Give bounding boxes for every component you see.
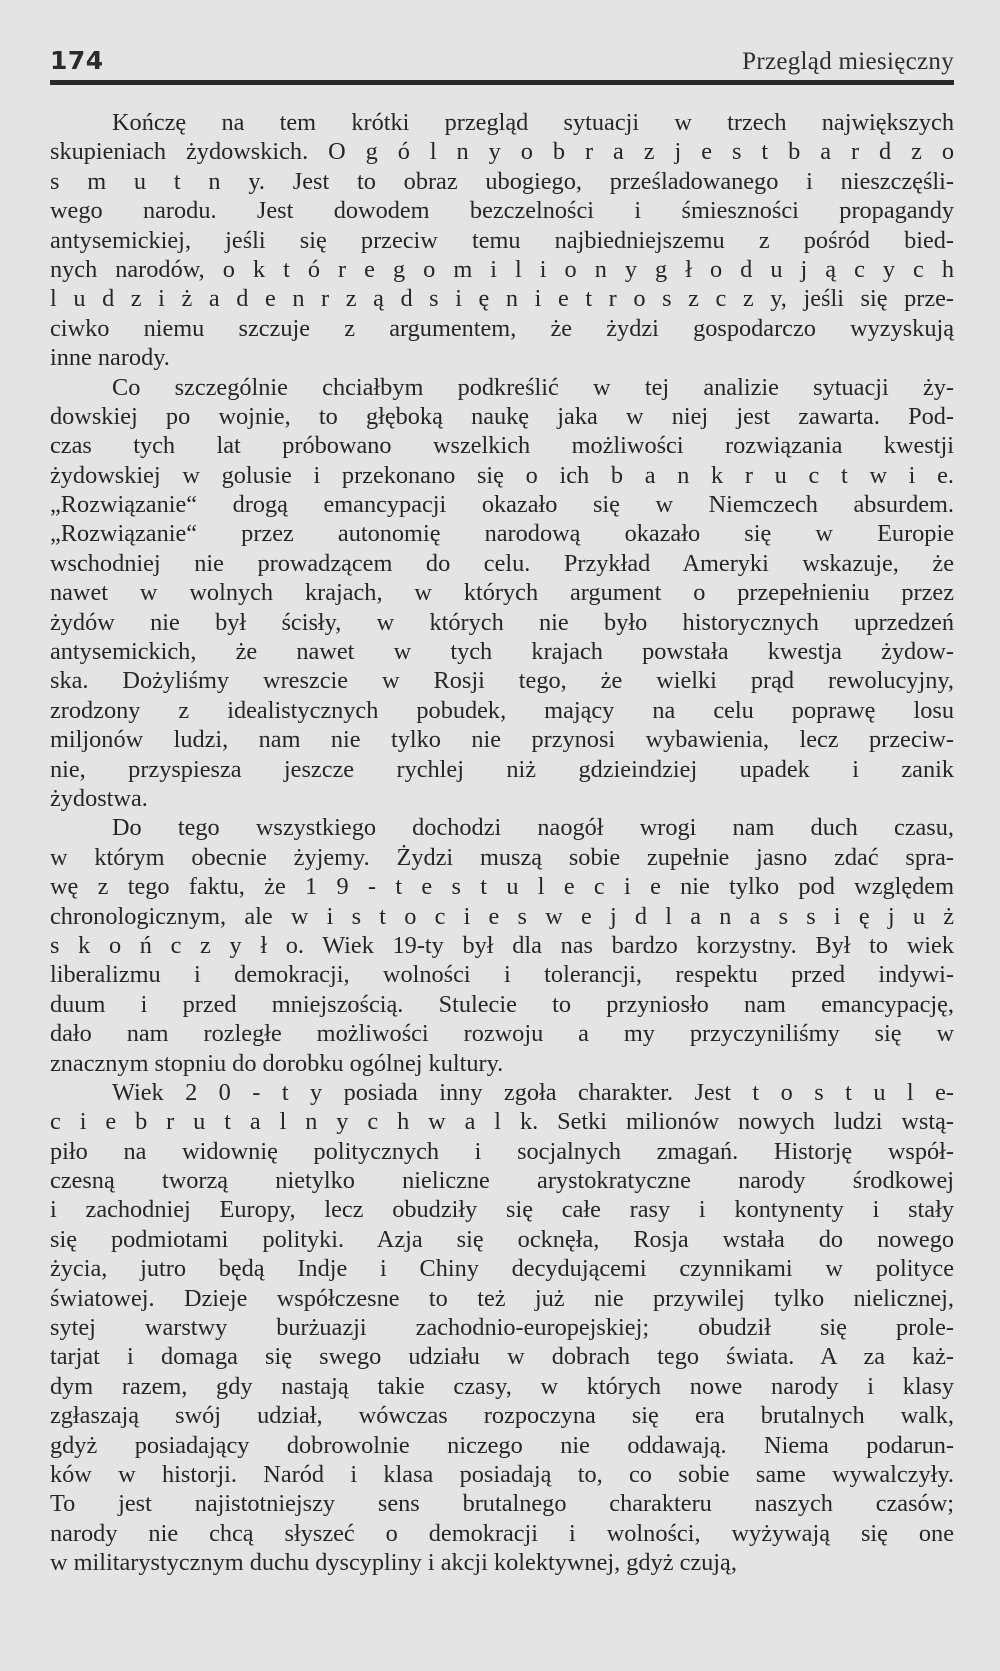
text-line: życia, jutro będą Indje i Chiny decydującemi czynnikami w polityce bbox=[50, 1255, 954, 1283]
text-line: s k o ń c z y ł o. Wiek 19-ty był dla nas bardzo korzystny. Był to wiek bbox=[50, 931, 954, 959]
text-line: s m u t n y. Jest to obraz ubogiego, prześladowanego i nieszczęśli- bbox=[50, 167, 954, 195]
page-header bbox=[50, 44, 954, 84]
text-line: skupieniach żydowskich. O g ó l n y o b r a z j e s t b a r d z o bbox=[50, 138, 954, 166]
paragraph bbox=[50, 373, 954, 814]
text-line: liberalizmu i demokracji, wolności i tolerancji, respektu przed indywi- bbox=[50, 961, 954, 989]
text-line: sytej warstwy burżuazji zachodnio-europejskiej; obudził się prole- bbox=[50, 1314, 954, 1342]
text-line: żydów nie był ścisły, w których nie było historycznych uprzedzeń bbox=[50, 608, 954, 636]
paragraph bbox=[50, 813, 954, 1078]
text-line: ków w historji. Naród i klasa posiadają to, co sobie same wywalczyły. bbox=[50, 1460, 954, 1488]
text-line: i zachodniej Europy, lecz obudziły się całe rasy i kontynenty i stały bbox=[50, 1196, 954, 1224]
text-line: antysemickich, że nawet w tych krajach powstała kwestja żydow- bbox=[50, 638, 954, 666]
text-line: „Rozwiązanie“ przez autonomię narodową okazało się w Europie bbox=[50, 520, 954, 548]
text-line: c i e b r u t a l n y c h w a l k. Setki milionów nowych ludzi wstą- bbox=[50, 1108, 954, 1136]
text-line: inne narody. bbox=[50, 344, 170, 372]
text-line: nie, przyspiesza jeszcze rychlej niż gdzieindziej upadek i zanik bbox=[50, 755, 954, 783]
text-line: piło na widownię politycznych i socjalnych zmagań. Historję współ- bbox=[50, 1137, 954, 1165]
text-line: wego narodu. Jest dowodem bezczelności i śmieszności propagandy bbox=[50, 197, 954, 225]
text-line: Wiek 2 0 - t y posiada inny zgoła charakter. Jest t o s t u l e- bbox=[112, 1078, 954, 1106]
text-line: antysemickiej, jeśli się przeciw temu najbiedniejszemu z pośród bied- bbox=[50, 226, 954, 254]
text-line: Kończę na tem krótki przegląd sytuacji w trzech największych bbox=[112, 109, 954, 136]
text-line: dowskiej po wojnie, to głęboką naukę jaka w niej jest zawarta. Pod- bbox=[50, 402, 954, 430]
text-line: żydowskiej w golusie i przekonano się o ich b a n k r u c t w i e. bbox=[50, 461, 954, 489]
text-line: ska. Dożyliśmy wreszcie w Rosji tego, że wielki prąd rewolucyjny, bbox=[50, 667, 954, 695]
text-line: zrodzony z idealistycznych pobudek, mający na celu poprawę losu bbox=[50, 696, 954, 724]
text-line: się podmiotami polityki. Azja się ocknęła, Rosja wstała do nowego bbox=[50, 1225, 954, 1253]
text-line: czesną tworzą nietylko nieliczne arystokratyczne narody środkowej bbox=[50, 1167, 954, 1195]
article-body bbox=[50, 108, 954, 1578]
text-line: dało nam rozległe możliwości rozwoju a my przyczyniliśmy się w bbox=[50, 1020, 954, 1048]
text-line: zgłaszają swój udział, wówczas rozpoczyna się era brutalnych walk, bbox=[50, 1402, 954, 1430]
text-line: wę z tego faktu, że 1 9 - t e s t u l e c i e nie tylko pod względem bbox=[50, 873, 954, 901]
text-line: w militarystycznym duchu dyscypliny i akcji kolektywnej, gdyż czują, bbox=[50, 1549, 737, 1577]
text-line: żydostwa. bbox=[50, 784, 148, 812]
text-line: nawet w wolnych krajach, w których argument o przepełnieniu przez bbox=[50, 579, 954, 607]
text-line: światowej. Dzieje współczesne to też już nie przywilej tylko nielicznej, bbox=[50, 1284, 954, 1312]
text-line: dym razem, gdy nastają takie czasy, w których nowe narody i klasy bbox=[50, 1372, 954, 1400]
text-line: wschodniej nie prowadzącem do celu. Przykład Ameryki wskazuje, że bbox=[50, 549, 954, 577]
text-line: narody nie chcą słyszeć o demokracji i wolności, wyżywają się one bbox=[50, 1519, 954, 1547]
text-line: czas tych lat próbowano wszelkich możliwości rozwiązania kwestji bbox=[50, 432, 954, 460]
text-line: nych narodów, o k t ó r e g o m i l i o n y g ł o d u j ą c y c h bbox=[50, 255, 954, 283]
text-line: gdyż posiadający dobrowolnie niczego nie oddawają. Niema podarun- bbox=[50, 1431, 954, 1459]
running-title: Przegląd miesięczny bbox=[742, 48, 954, 75]
text-line: Co szczególnie chciałbym podkreślić w tej analizie sytuacji ży- bbox=[112, 373, 954, 401]
text-line: miljonów ludzi, nam nie tylko nie przynosi wybawienia, lecz przeciw- bbox=[50, 726, 954, 754]
text-line: znacznym stopniu do dorobku ogólnej kultury. bbox=[50, 1049, 504, 1077]
text-line: tarjat i domaga się swego udziału w dobrach tego świata. A za każ- bbox=[50, 1343, 954, 1371]
paragraph bbox=[50, 1078, 954, 1578]
page-number: 174 bbox=[50, 46, 104, 75]
text-line: „Rozwiązanie“ drogą emancypacji okazało się w Niemczech absurdem. bbox=[50, 491, 954, 519]
text-line: l u d z i ż a d e n r z ą d s i ę n i e t r o s z c z y, jeśli się prze- bbox=[50, 285, 954, 313]
text-line: Do tego wszystkiego dochodzi naogół wrogi nam duch czasu, bbox=[112, 814, 954, 842]
text-line: To jest najistotniejszy sens brutalnego charakteru naszych czasów; bbox=[50, 1490, 954, 1518]
header-rule bbox=[50, 80, 954, 85]
text-line: chronologicznym, ale w i s t o c i e s w e j d l a n a s s i ę j u ż bbox=[50, 902, 954, 930]
text-line: ciwko niemu szczuje z argumentem, że żydzi gospodarczo wyzyskują bbox=[50, 314, 954, 342]
paragraph bbox=[50, 108, 954, 373]
text-line: duum i przed mniejszością. Stulecie to przyniosło nam emancypację, bbox=[50, 990, 954, 1018]
text-line: w którym obecnie żyjemy. Żydzi muszą sobie zupełnie jasno zdać spra- bbox=[50, 843, 954, 871]
